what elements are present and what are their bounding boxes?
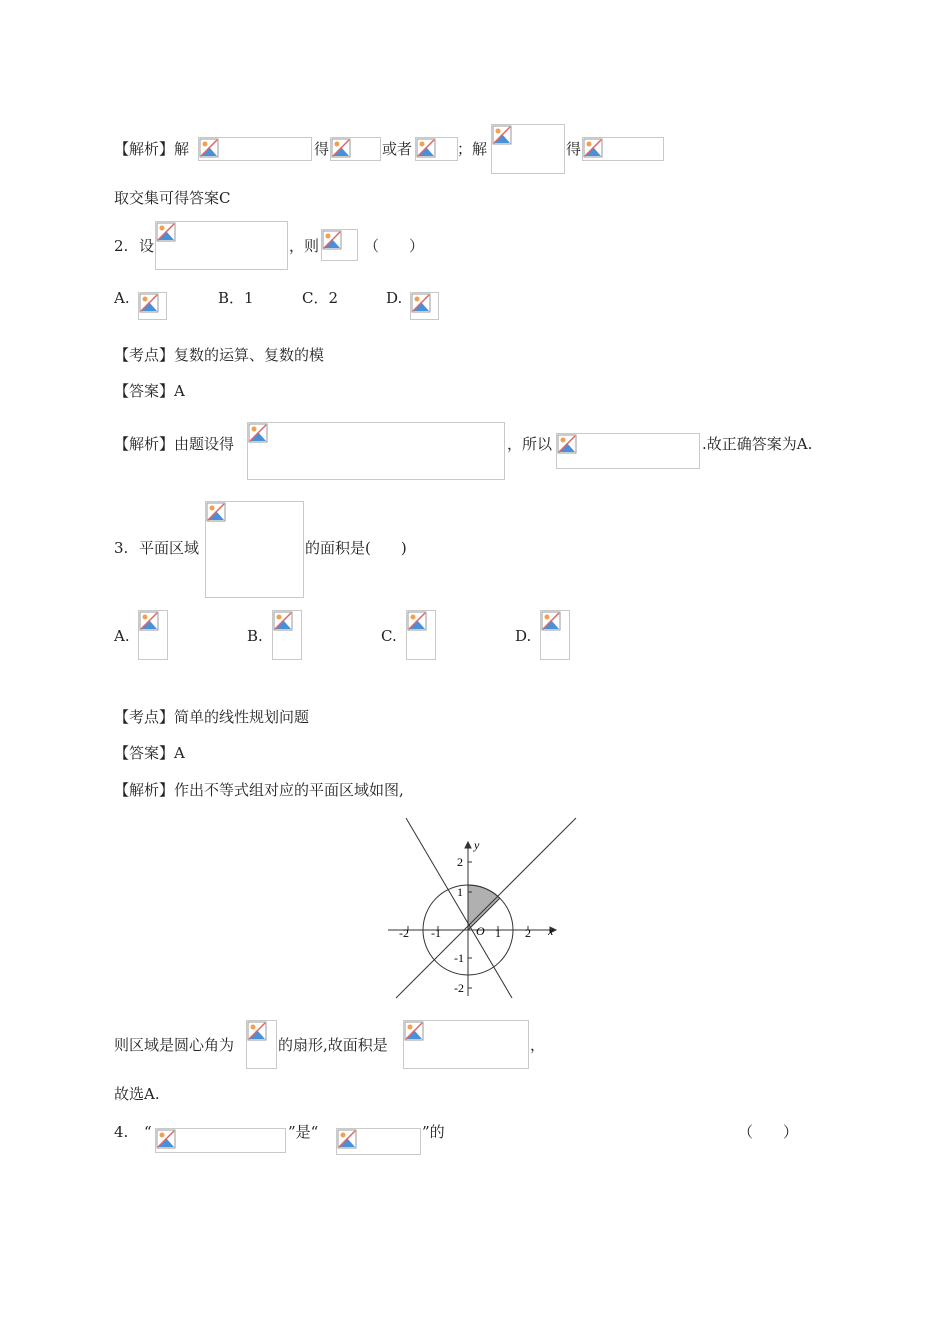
y-tick-label: 1 xyxy=(457,885,463,899)
q4-shi: ”是“ xyxy=(288,1123,319,1141)
q3-conclusion-comma: ， xyxy=(530,1036,546,1054)
formula-image xyxy=(272,610,302,660)
broken-image-icon xyxy=(337,1129,357,1149)
q2-option-a: A. xyxy=(114,289,130,307)
q3-stem-text: 平面区域 xyxy=(139,539,200,557)
y-tick-label: -2 xyxy=(454,981,464,995)
formula-image xyxy=(415,137,458,161)
broken-image-icon xyxy=(199,138,219,158)
q4-open-quote: “ xyxy=(144,1123,152,1141)
broken-image-icon xyxy=(156,1129,176,1149)
line-decreasing xyxy=(406,818,512,998)
q3-conclusion-prefix: 则区域是圆心角为 xyxy=(114,1036,235,1054)
q3-option-a: A. xyxy=(114,627,130,645)
y-tick-label: -1 xyxy=(454,951,464,965)
broken-image-icon xyxy=(557,434,577,454)
broken-image-icon xyxy=(139,293,159,313)
broken-image-icon xyxy=(411,293,431,313)
q2-paren: （ ） xyxy=(364,237,425,255)
formula-image xyxy=(198,137,312,161)
q2-number: 2. xyxy=(114,237,129,255)
x-tick-label: 1 xyxy=(495,926,501,940)
q2-answer: 【答案】A xyxy=(114,382,185,400)
broken-image-icon xyxy=(583,138,603,158)
broken-image-icon xyxy=(407,611,427,631)
q3-kaodian: 【考点】简单的线性规划问题 xyxy=(114,708,310,726)
formula-image xyxy=(155,221,288,270)
q1-huozhe: 或者 xyxy=(382,140,413,158)
q4-paren: （ ） xyxy=(738,1123,799,1141)
q2-comma-ze: ，则 xyxy=(289,237,320,255)
formula-image xyxy=(582,137,664,161)
broken-image-icon xyxy=(322,230,342,250)
q2-option-d: D. xyxy=(386,289,403,307)
q3-answer: 【答案】A xyxy=(114,744,185,762)
broken-image-icon xyxy=(206,502,226,522)
q3-stem-end: 的面积是( ) xyxy=(305,539,407,557)
q2-option-c: C．2 xyxy=(302,289,339,307)
x-tick-label: -2 xyxy=(399,926,409,940)
y-axis-label: y xyxy=(474,838,480,852)
broken-image-icon xyxy=(248,423,268,443)
q3-conclusion-mid: 的扇形,故面积是 xyxy=(278,1036,388,1054)
formula-image xyxy=(556,433,700,469)
q1-semicolon: ；解 xyxy=(457,140,488,158)
q3-analysis: 【解析】作出不等式组对应的平面区域如图, xyxy=(114,781,404,799)
x-tick-label: 2 xyxy=(525,926,531,940)
figure-geometry xyxy=(388,818,576,998)
q1-de1: 得 xyxy=(314,140,330,158)
q3-number: 3. xyxy=(114,539,129,557)
formula-image xyxy=(138,292,167,320)
broken-image-icon xyxy=(156,222,176,242)
q4-number: 4. xyxy=(114,1123,129,1141)
q3-option-c: C. xyxy=(381,627,397,645)
formula-image xyxy=(403,1020,529,1069)
q1-de2: 得 xyxy=(566,140,582,158)
q2-analysis-prefix: 【解析】由题设得 xyxy=(114,435,235,453)
q2-option-b: B．1 xyxy=(218,289,254,307)
origin-label: O xyxy=(476,924,485,938)
y-tick-label: 2 xyxy=(457,855,463,869)
broken-image-icon xyxy=(492,125,512,145)
formula-image xyxy=(540,610,570,660)
q3-option-d: D. xyxy=(515,627,532,645)
q2-kaodian: 【考点】复数的运算、复数的模 xyxy=(114,346,325,364)
formula-image xyxy=(336,1128,421,1155)
region-figure xyxy=(380,814,580,1004)
q2-she: 设 xyxy=(139,237,155,255)
formula-image xyxy=(410,292,439,320)
q2-analysis-end: .故正确答案为A. xyxy=(702,435,813,453)
q3-option-b: B. xyxy=(247,627,263,645)
formula-image xyxy=(246,1020,277,1069)
y-axis-arrow xyxy=(465,842,471,848)
broken-image-icon xyxy=(273,611,293,631)
formula-image xyxy=(155,1128,286,1153)
q3-select: 故选A. xyxy=(114,1085,160,1103)
broken-image-icon xyxy=(404,1021,424,1041)
broken-image-icon xyxy=(416,138,436,158)
x-tick-label: -1 xyxy=(431,926,441,940)
broken-image-icon xyxy=(541,611,561,631)
x-axis-label: x xyxy=(548,924,554,938)
formula-image xyxy=(406,610,436,660)
formula-image xyxy=(330,137,381,161)
q2-analysis-mid: ，所以 xyxy=(507,435,553,453)
broken-image-icon xyxy=(331,138,351,158)
formula-image xyxy=(491,124,565,174)
broken-image-icon xyxy=(247,1021,267,1041)
q4-de: ”的 xyxy=(422,1123,445,1141)
formula-image xyxy=(247,422,505,480)
broken-image-icon xyxy=(139,611,159,631)
q1-analysis-prefix: 【解析】解 xyxy=(114,140,190,158)
q1-answer-line: 取交集可得答案C xyxy=(114,189,231,207)
formula-image xyxy=(205,501,304,598)
formula-image xyxy=(321,229,358,261)
formula-image xyxy=(138,610,168,660)
